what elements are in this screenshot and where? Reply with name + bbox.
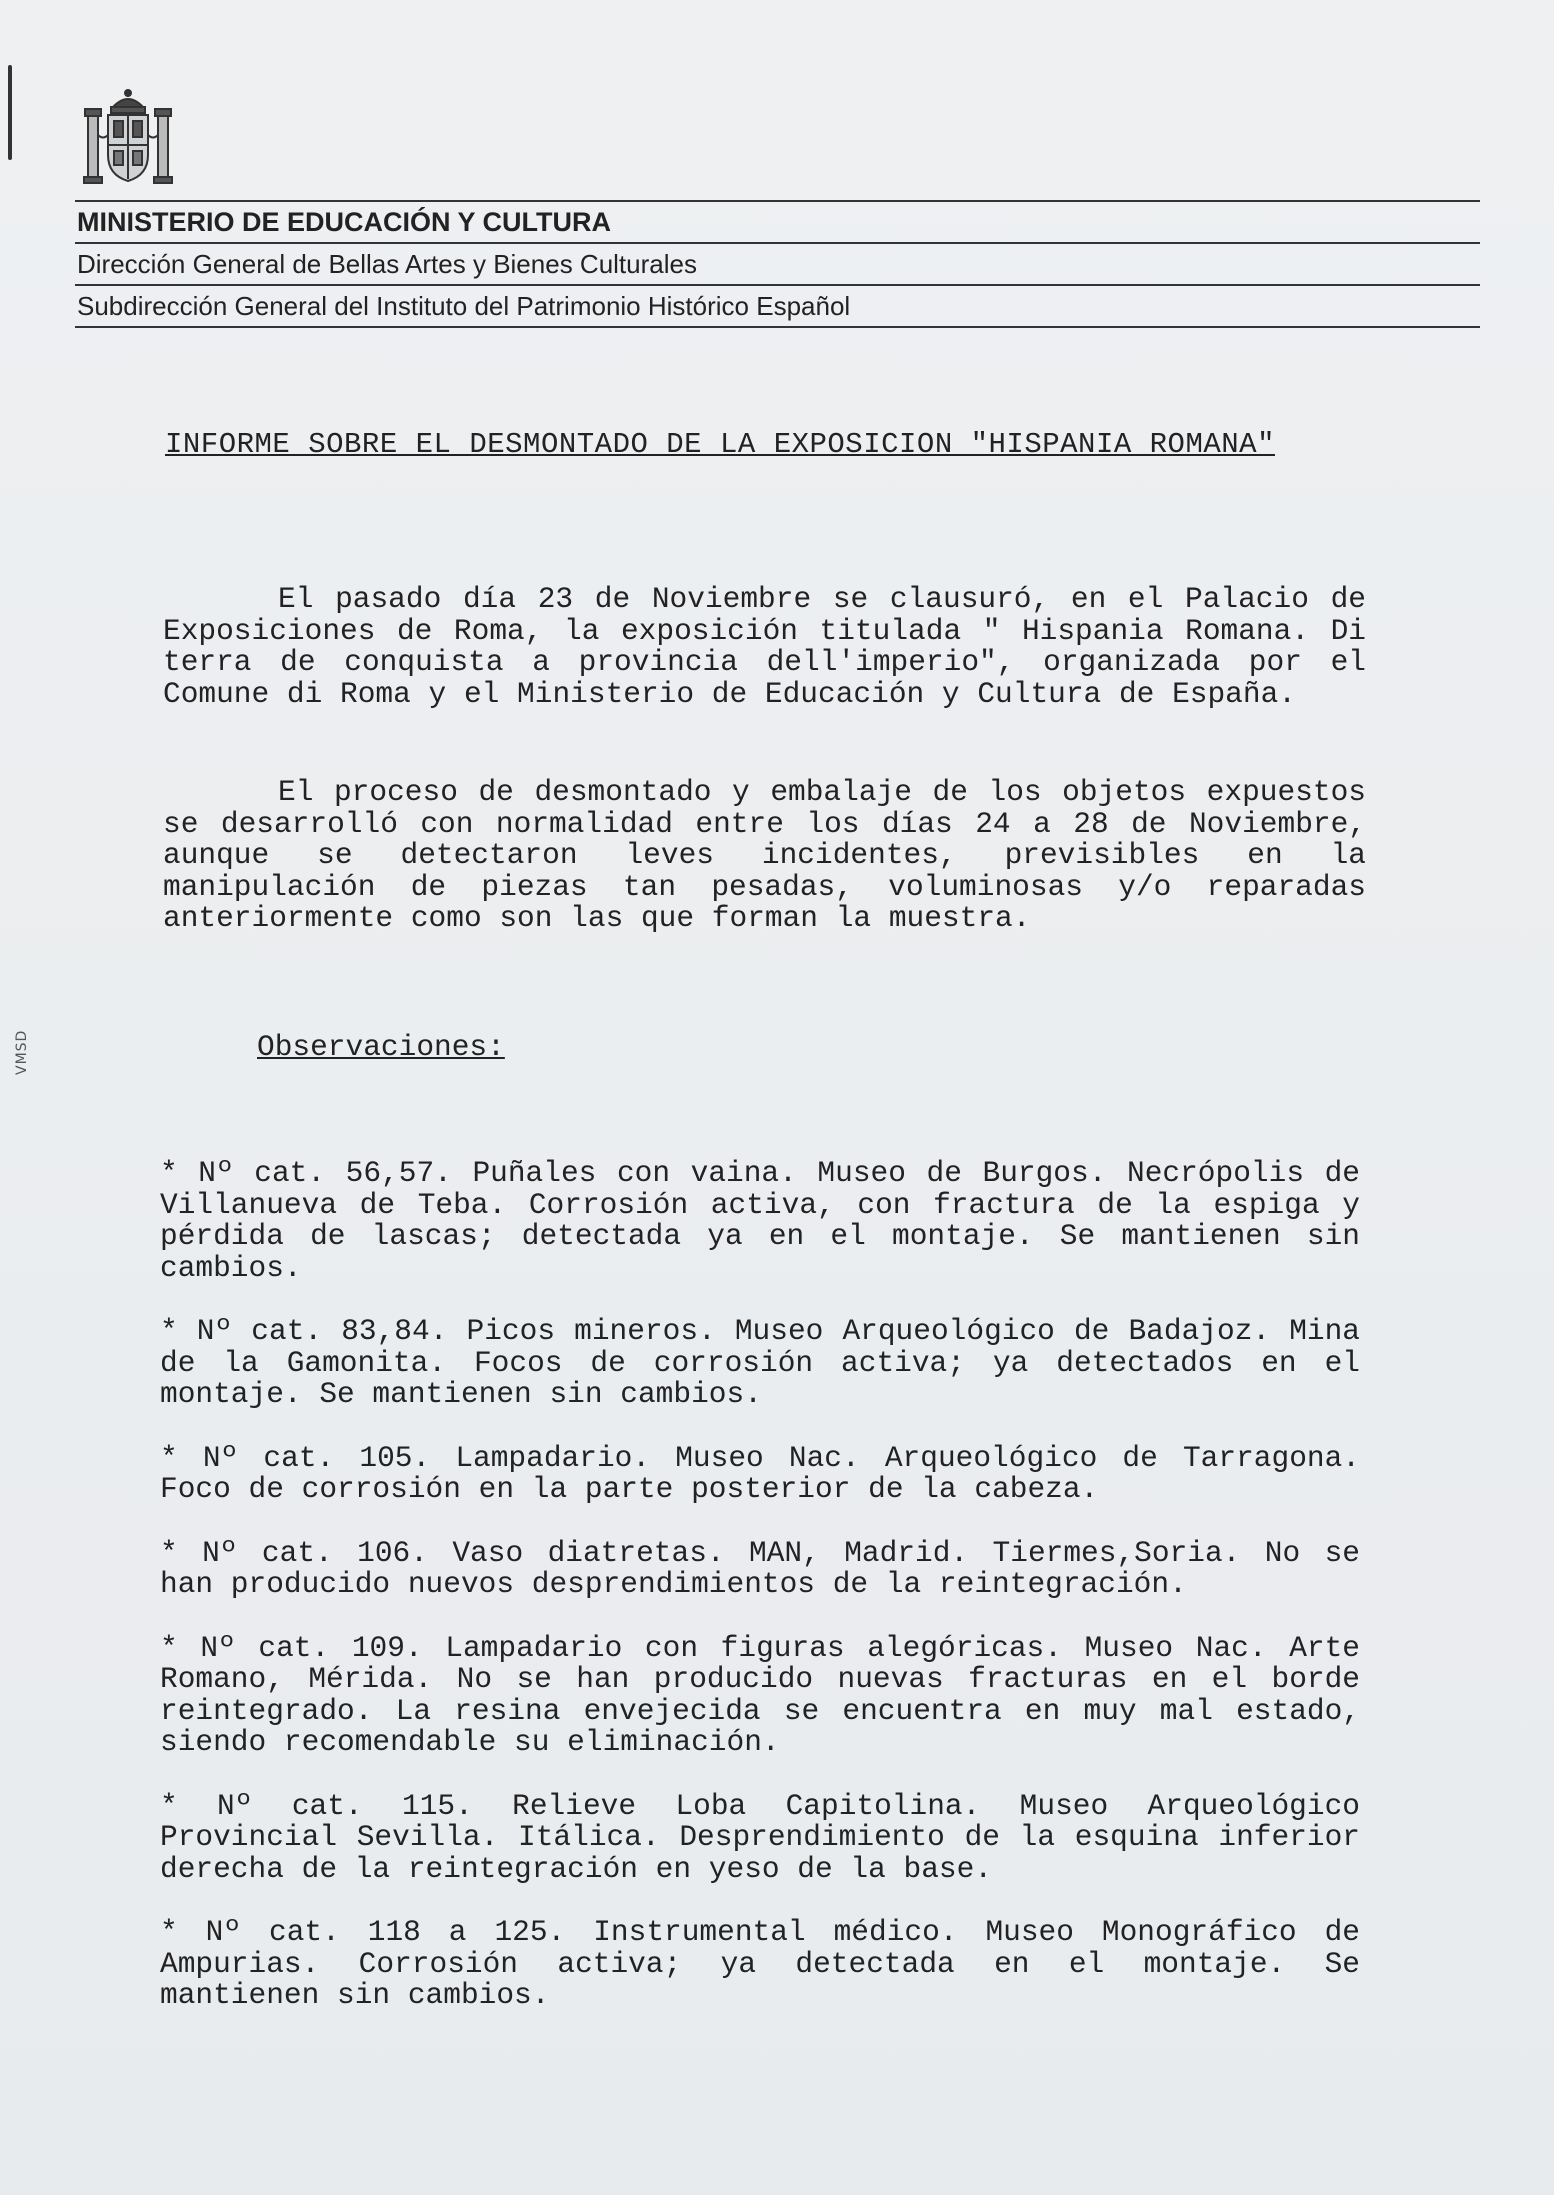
scan-edge-mark	[8, 65, 12, 160]
observation-item: * Nº cat. 105. Lampadario. Museo Nac. Arqueológico de Tarragona. Foco de corrosión en la parte posterior de la cabeza.	[160, 1440, 1360, 1506]
observation-item: * Nº cat. 83,84. Picos mineros. Museo Arqueológico de Badajoz. Mina de la Gamonita. Focos de corrosión activa; ya detectados en el montaje. Se mantienen sin cambios.	[160, 1314, 1360, 1411]
letterhead	[75, 200, 1480, 328]
side-stamp-label: VMSD	[14, 1029, 30, 1075]
observation-item: * Nº cat. 106. Vaso diatretas. MAN, Madrid. Tiermes,Soria. No se han producido nuevos desprendimientos de la reintegración.	[160, 1535, 1360, 1601]
ministry-name: MINISTERIO DE EDUCACIÓN Y CULTURA	[75, 200, 1480, 242]
paragraph-2: El proceso de desmontado y embalaje de los objetos expuestos se desarrolló con normalidad entre los días 24 a 28 de Noviembre, aunque se detectaron leves incidentes, previsibles en la manipulación de piezas tan pesadas, voluminosas y/o reparadas anteriormente como son las que forman la muestra.	[163, 775, 1366, 935]
coat-of-arms-icon	[78, 85, 178, 190]
document-title: INFORME SOBRE EL DESMONTADO DE LA EXPOSICION "HISPANIA ROMANA"	[165, 428, 1275, 461]
observations-heading: Observaciones:	[257, 1030, 505, 1064]
direction-name: Dirección General de Bellas Artes y Bienes Culturales	[75, 242, 1480, 284]
observation-item: * Nº cat. 109. Lampadario con figuras alegóricas. Museo Nac. Arte Romano, Mérida. No se han producido nuevas fracturas en el borde reintegrado. La resina envejecida se encuentra en muy mal estado, siendo recomendable su eliminación.	[160, 1630, 1360, 1759]
paragraph-1: El pasado día 23 de Noviembre se clausuró, en el Palacio de Exposiciones de Roma, la exposición titulada " Hispania Romana. Di terra de conquista a provincia dell'imperio", organizada por el Comune di Roma y el Ministerio de Educación y Cultura de España.	[163, 582, 1366, 711]
observations-list	[160, 1158, 1360, 2044]
subdirection-name: Subdirección General del Instituto del Patrimonio Histórico Español	[75, 284, 1480, 328]
observation-item: * Nº cat. 118 a 125. Instrumental médico. Museo Monográfico de Ampurias. Corrosión activa; ya detectada en el montaje. Se mantienen sin cambios.	[160, 1915, 1360, 2012]
observation-item: * Nº cat. 56,57. Puñales con vaina. Museo de Burgos. Necrópolis de Villanueva de Teba. Corrosión activa, con fractura de la espiga y pérdida de lascas; detectada ya en el montaje. Se mantienen sin cambios.	[160, 1156, 1360, 1285]
observation-item: * Nº cat. 115. Relieve Loba Capitolina. Museo Arqueológico Provincial Sevilla. Itálica. Desprendimiento de la esquina inferior derecha de la reintegración en yeso de la base.	[160, 1788, 1360, 1886]
